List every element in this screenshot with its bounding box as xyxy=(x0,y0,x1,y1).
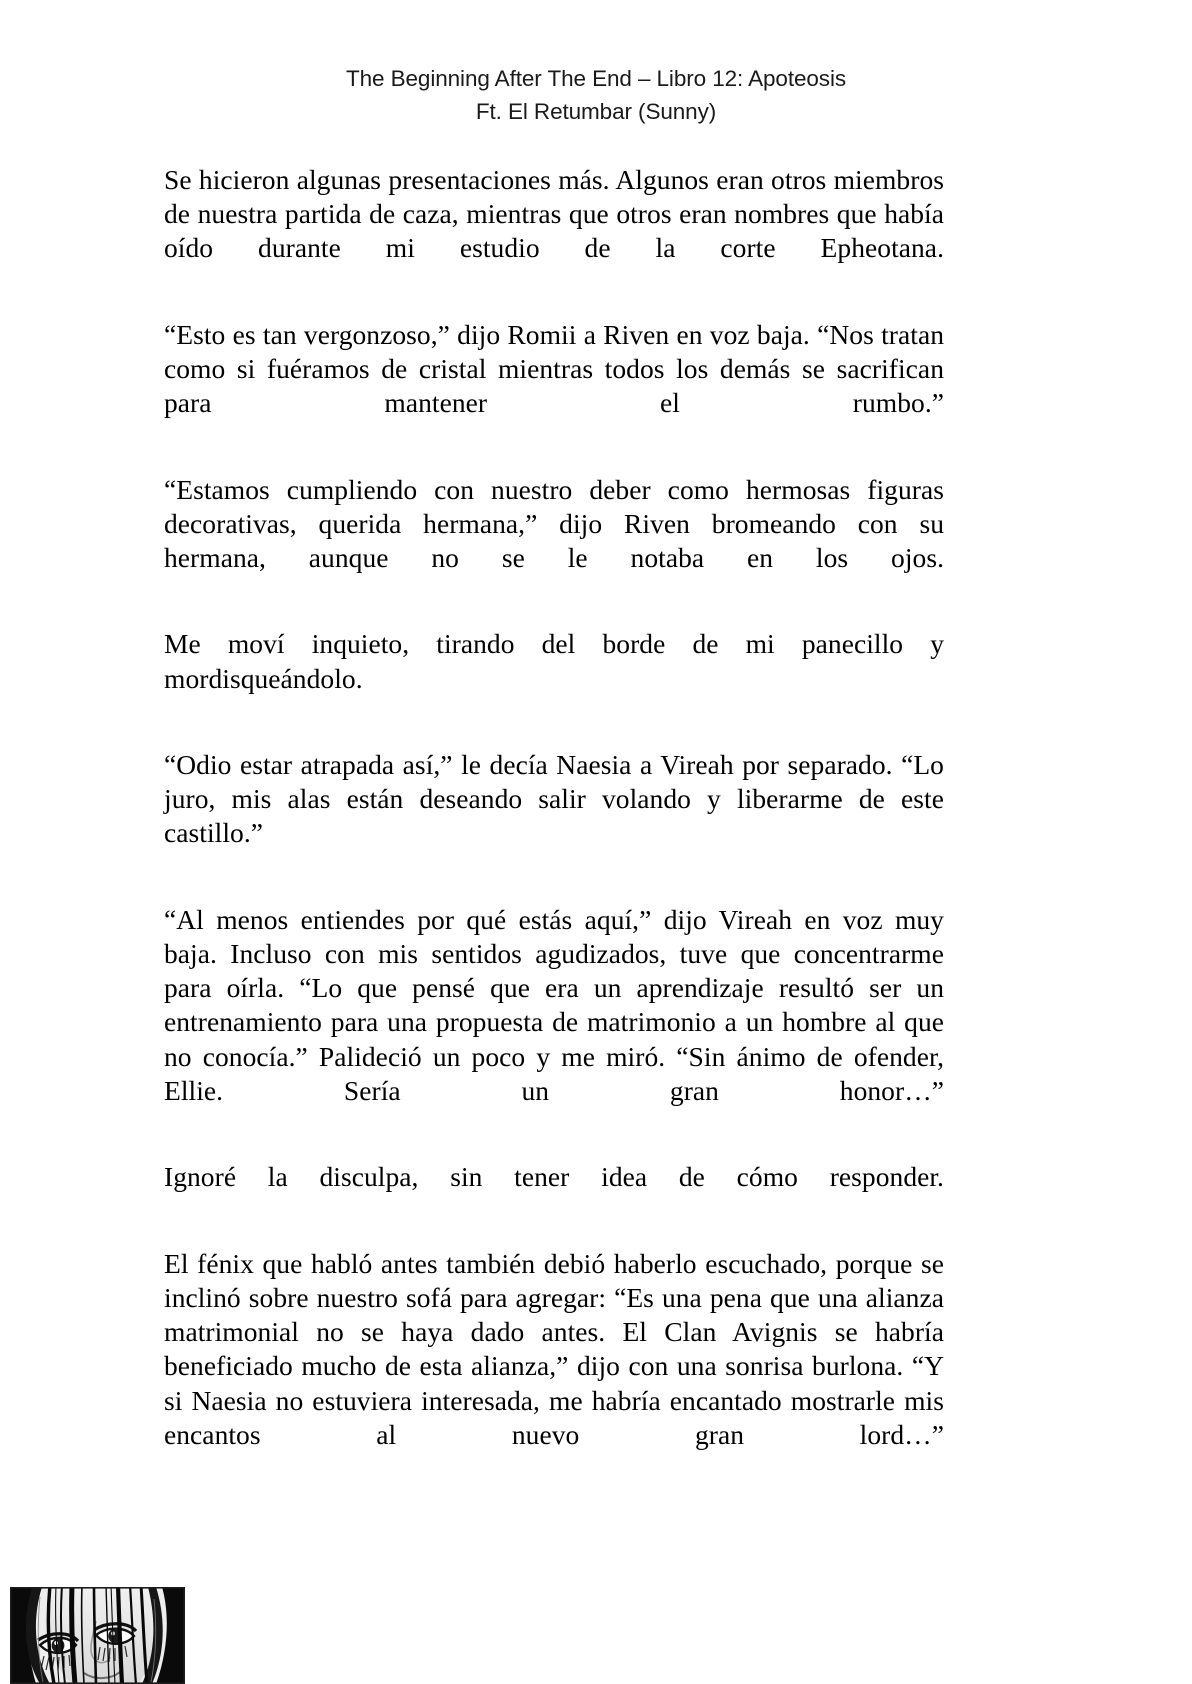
page-left-edge xyxy=(0,0,3,1684)
paragraph-2: “Esto es tan vergonzoso,” dijo Romii a Riven en voz baja. “Nos tratan como si fuéramos de cristal mientras todos los demás se sacrifican para mantener el rumbo.” xyxy=(164,318,944,419)
paragraph-3: “Estamos cumpliendo con nuestro deber como hermosas figuras decorativas, querida hermana,” dijo Riven bromeando con su hermana, aunque no se le notaba en los ojos. xyxy=(164,473,944,574)
header-title-line-1: The Beginning After The End – Libro 12: Apoteosis xyxy=(345,66,847,91)
header-title-line-2: Ft. El Retumbar (Sunny) xyxy=(475,99,717,124)
paragraph-6: “Al menos entiendes por qué estás aquí,” dijo Vireah en voz muy baja. Incluso con mis sentidos agudizados, tuve que concentrarme para oírla. “Lo que pensé que era un aprendizaje resultó ser un entrenamiento para una propuesta de matrimonio a un hombre al que no conocía.” Palideció un poco y me miró. “Sin ánimo de ofender, Ellie. Sería un gran honor…” xyxy=(164,903,944,1106)
manga-face-svg xyxy=(10,1587,185,1684)
document-body xyxy=(164,163,944,1486)
paragraph-7: Ignoré la disculpa, sin tener idea de cómo responder. xyxy=(164,1161,944,1193)
paragraph-5: “Odio estar atrapada así,” le decía Naesia a Vireah por separado. “Lo juro, mis alas están deseando salir volando y liberarme de este castillo.” xyxy=(164,749,944,849)
manga-face-illustration xyxy=(10,1587,185,1684)
paragraph-4: Me moví inquieto, tirando del borde de mi panecillo y mordisqueándolo. xyxy=(164,628,944,694)
paragraph-8: El fénix que habló antes también debió haberlo escuchado, porque se inclinó sobre nuestro sofá para agregar: “Es una pena que una alianza matrimonial no se haya dado antes. El Clan Avignis se habría beneficiado mucho de esta alianza,” dijo con una sonrisa burlona. “Y si Naesia no estuviera interesada, me habría encantado mostrarle mis encantos al nuevo gran lord…” xyxy=(164,1247,944,1450)
paragraph-1: Se hicieron algunas presentaciones más. Algunos eran otros miembros de nuestra partida de caza, mientras que otros eran nombres que había oído durante mi estudio de la corte Epheotana. xyxy=(164,164,944,264)
document-header xyxy=(0,62,1192,128)
